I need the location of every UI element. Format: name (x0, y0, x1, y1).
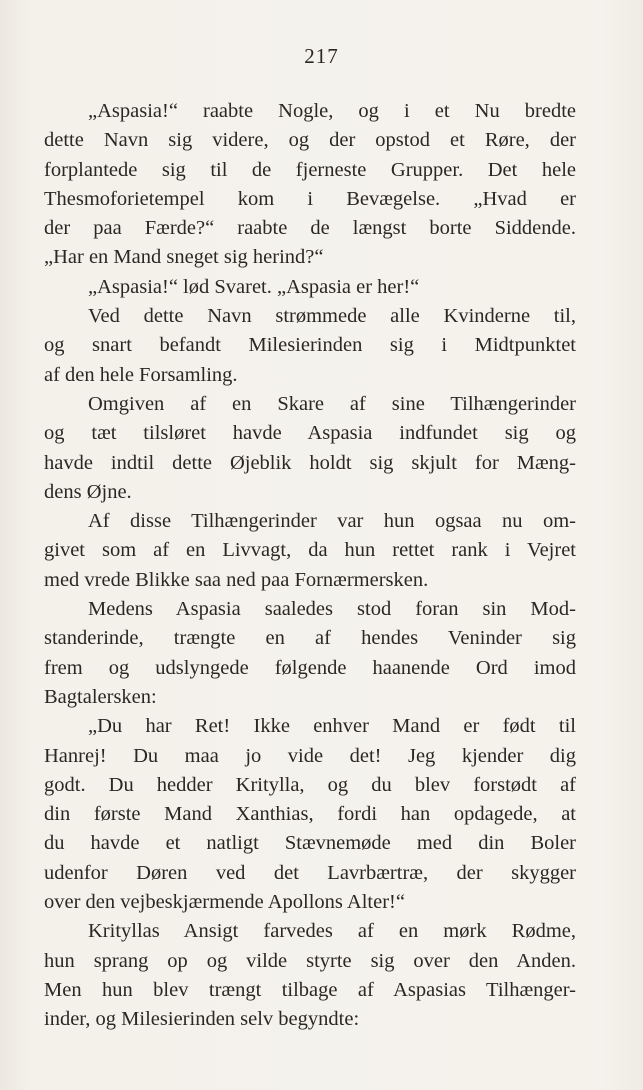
page-body-text (44, 97, 576, 1035)
text-line: Men hun blev trængt tilbage af Aspasias Tilhænger- (44, 978, 576, 1001)
text-line: givet som af en Livvagt, da hun rettet rank i Vejret (44, 539, 576, 562)
text-line: du havde et natligt Stævnemøde med din Boler (44, 832, 576, 855)
text-line: Hanrej! Du maa jo vide det! Jeg kjender dig (44, 744, 576, 767)
text-line: standerinde, trængte en af hendes Veninder sig (44, 627, 576, 650)
text-line: Ved dette Navn strømmede alle Kvinderne til, (88, 305, 576, 328)
text-line: din første Mand Xanthias, fordi han opdagede, at (44, 803, 576, 826)
text-line: og snart befandt Milesierinden sig i Midtpunktet (44, 334, 576, 357)
text-line: Omgiven af en Skare af sine Tilhængerinder (88, 392, 576, 415)
text-line: havde indtil dette Øjeblik holdt sig skjult for Mæng- (44, 451, 576, 474)
text-line: og tæt tilsløret havde Aspasia indfundet sig og (44, 422, 576, 445)
text-line: „Du har Ret! Ikke enhver Mand er født til (88, 715, 576, 738)
text-line: Medens Aspasia saaledes stod foran sin Mod- (88, 598, 576, 621)
text-line: „Aspasia!“ lød Svaret. „Aspasia er her!“ (88, 275, 420, 298)
text-line: Krityllas Ansigt farvedes af en mørk Rødme, (88, 920, 576, 943)
text-line: inder, og Milesierinden selv begyndte: (44, 1008, 360, 1031)
text-line: med vrede Blikke saa ned paa Fornærmersken. (44, 568, 429, 591)
text-line: af den hele Forsamling. (44, 363, 238, 386)
text-line: dens Øjne. (44, 480, 132, 503)
text-line: hun sprang op og vilde styrte sig over den Anden. (44, 949, 576, 972)
text-line: forplantede sig til de fjerneste Grupper. Det hele (44, 158, 576, 181)
page-number: 217 (304, 44, 339, 68)
text-line: „Har en Mand sneget sig herind?“ (44, 246, 324, 269)
text-line: Thesmoforietempel kom i Bevægelse. „Hvad er (44, 187, 576, 210)
text-line: godt. Du hedder Kritylla, og du blev forstødt af (44, 773, 576, 796)
text-line: „Aspasia!“ raabte Nogle, og i et Nu bredte (88, 100, 576, 122)
text-line: Af disse Tilhængerinder var hun ogsaa nu om- (88, 510, 576, 533)
text-line: der paa Færde?“ raabte de længst borte Siddende. (44, 217, 576, 240)
text-line: Bagtalersken: (44, 685, 157, 708)
text-line: frem og udslyngede følgende haanende Ord imod (44, 656, 576, 679)
text-line: dette Navn sig videre, og der opstod et Røre, der (44, 129, 576, 152)
text-line: over den vejbeskjærmende Apollons Alter!“ (44, 891, 405, 914)
text-line: udenfor Døren ved det Lavrbærtræ, der skygger (44, 861, 576, 884)
